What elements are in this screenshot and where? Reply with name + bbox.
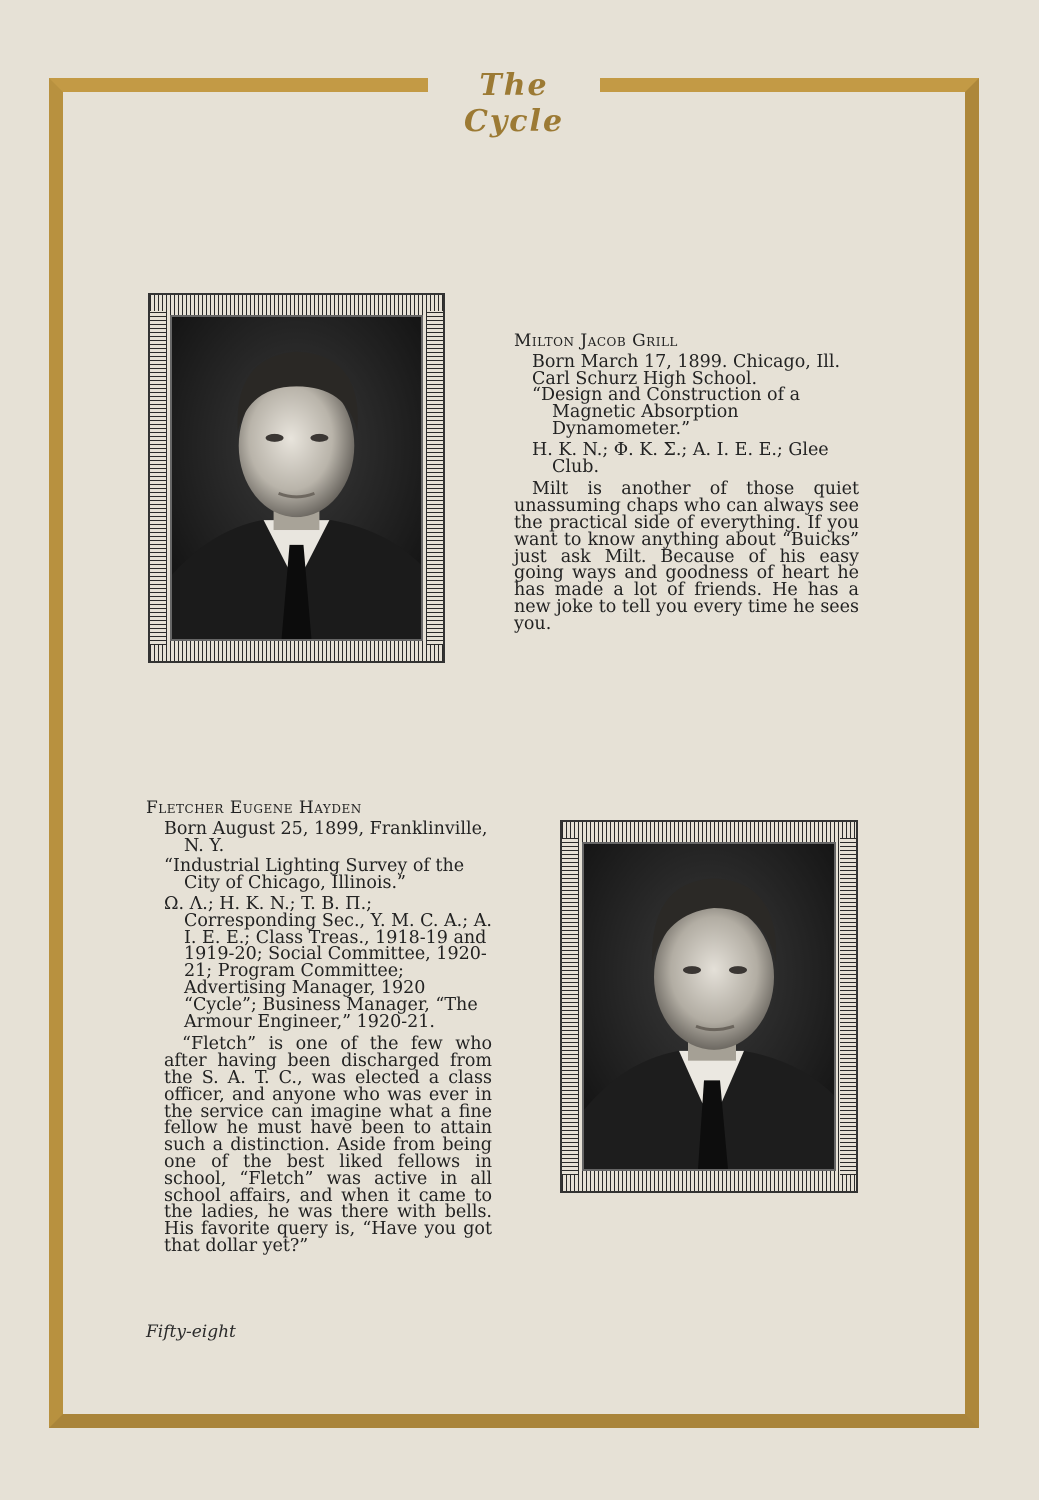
frame-side-right bbox=[840, 838, 856, 1175]
bio-affiliations: Ω. Λ.; H. K. N.; T. B. Π.; Corresponding Sec., Y. M. C. A.; A. I. E. E.; Class Treas., 1918-19 and 1919-20; Social Committee, 1920-21; Program Committee; Advertising Manager, 1920 “Cycle”; Business Manager, “The Armour Engineer,” 1920-21. bbox=[164, 893, 492, 1032]
student-name: Milton Jacob Grill bbox=[514, 331, 678, 351]
page-header-title: The Cycle bbox=[463, 68, 565, 139]
bio-affiliations: H. K. N.; Φ. K. Σ.; A. I. E. E.; Glee Club. bbox=[532, 439, 829, 477]
bio-fact: Born August 25, 1899, Franklinville, N. Y. bbox=[164, 818, 488, 856]
portrait-photo-grill bbox=[170, 315, 423, 641]
bio-paragraph: Milt is another of those quiet unassuming chaps who can always see the practical side of everything. If you want to know anything about “Buicks” just ask Milt. Because of his easy going ways and goodness of heart he has made a lot of friends. He has a new joke to tell you every time he sees you. bbox=[514, 479, 859, 634]
bio-fact: Carl Schurz High School. bbox=[532, 368, 758, 389]
frame-side-left bbox=[150, 311, 166, 645]
portrait-grill-illustration bbox=[172, 317, 421, 639]
bio-paragraph: “Fletch” is one of the few who after having been discharged from the S. A. T. C., was elected a class officer, and anyone who was ever in the service can imagine what a fine fellow he must have been to attain such a distinction. Aside from being one of the best liked fellows in school, “Fletch” was active in all school affairs, and when it came to the ladies, he was there with bells. His favorite query is, “Have you got that dollar yet?” bbox=[164, 1034, 492, 1256]
bio-fact: Born March 17, 1899. Chicago, Ill. bbox=[532, 351, 841, 372]
bio-thesis: “Design and Construction of a Magnetic Absorption Dynamometer.” bbox=[532, 385, 801, 439]
portrait-hayden-illustration bbox=[584, 844, 834, 1169]
bio-grill bbox=[514, 333, 859, 633]
frame-side-right bbox=[427, 311, 443, 645]
bio-thesis: “Industrial Lighting Survey of the City of Chicago, Illinois.” bbox=[164, 856, 465, 894]
student-name: Fletcher Eugene Hayden bbox=[146, 798, 362, 818]
portrait-frame-hayden bbox=[560, 820, 858, 1193]
frame-side-left bbox=[562, 838, 578, 1175]
page-number: Fifty-eight bbox=[146, 1322, 236, 1342]
bio-hayden bbox=[146, 800, 492, 1255]
portrait-photo-hayden bbox=[582, 842, 836, 1171]
portrait-frame-grill bbox=[148, 293, 445, 663]
